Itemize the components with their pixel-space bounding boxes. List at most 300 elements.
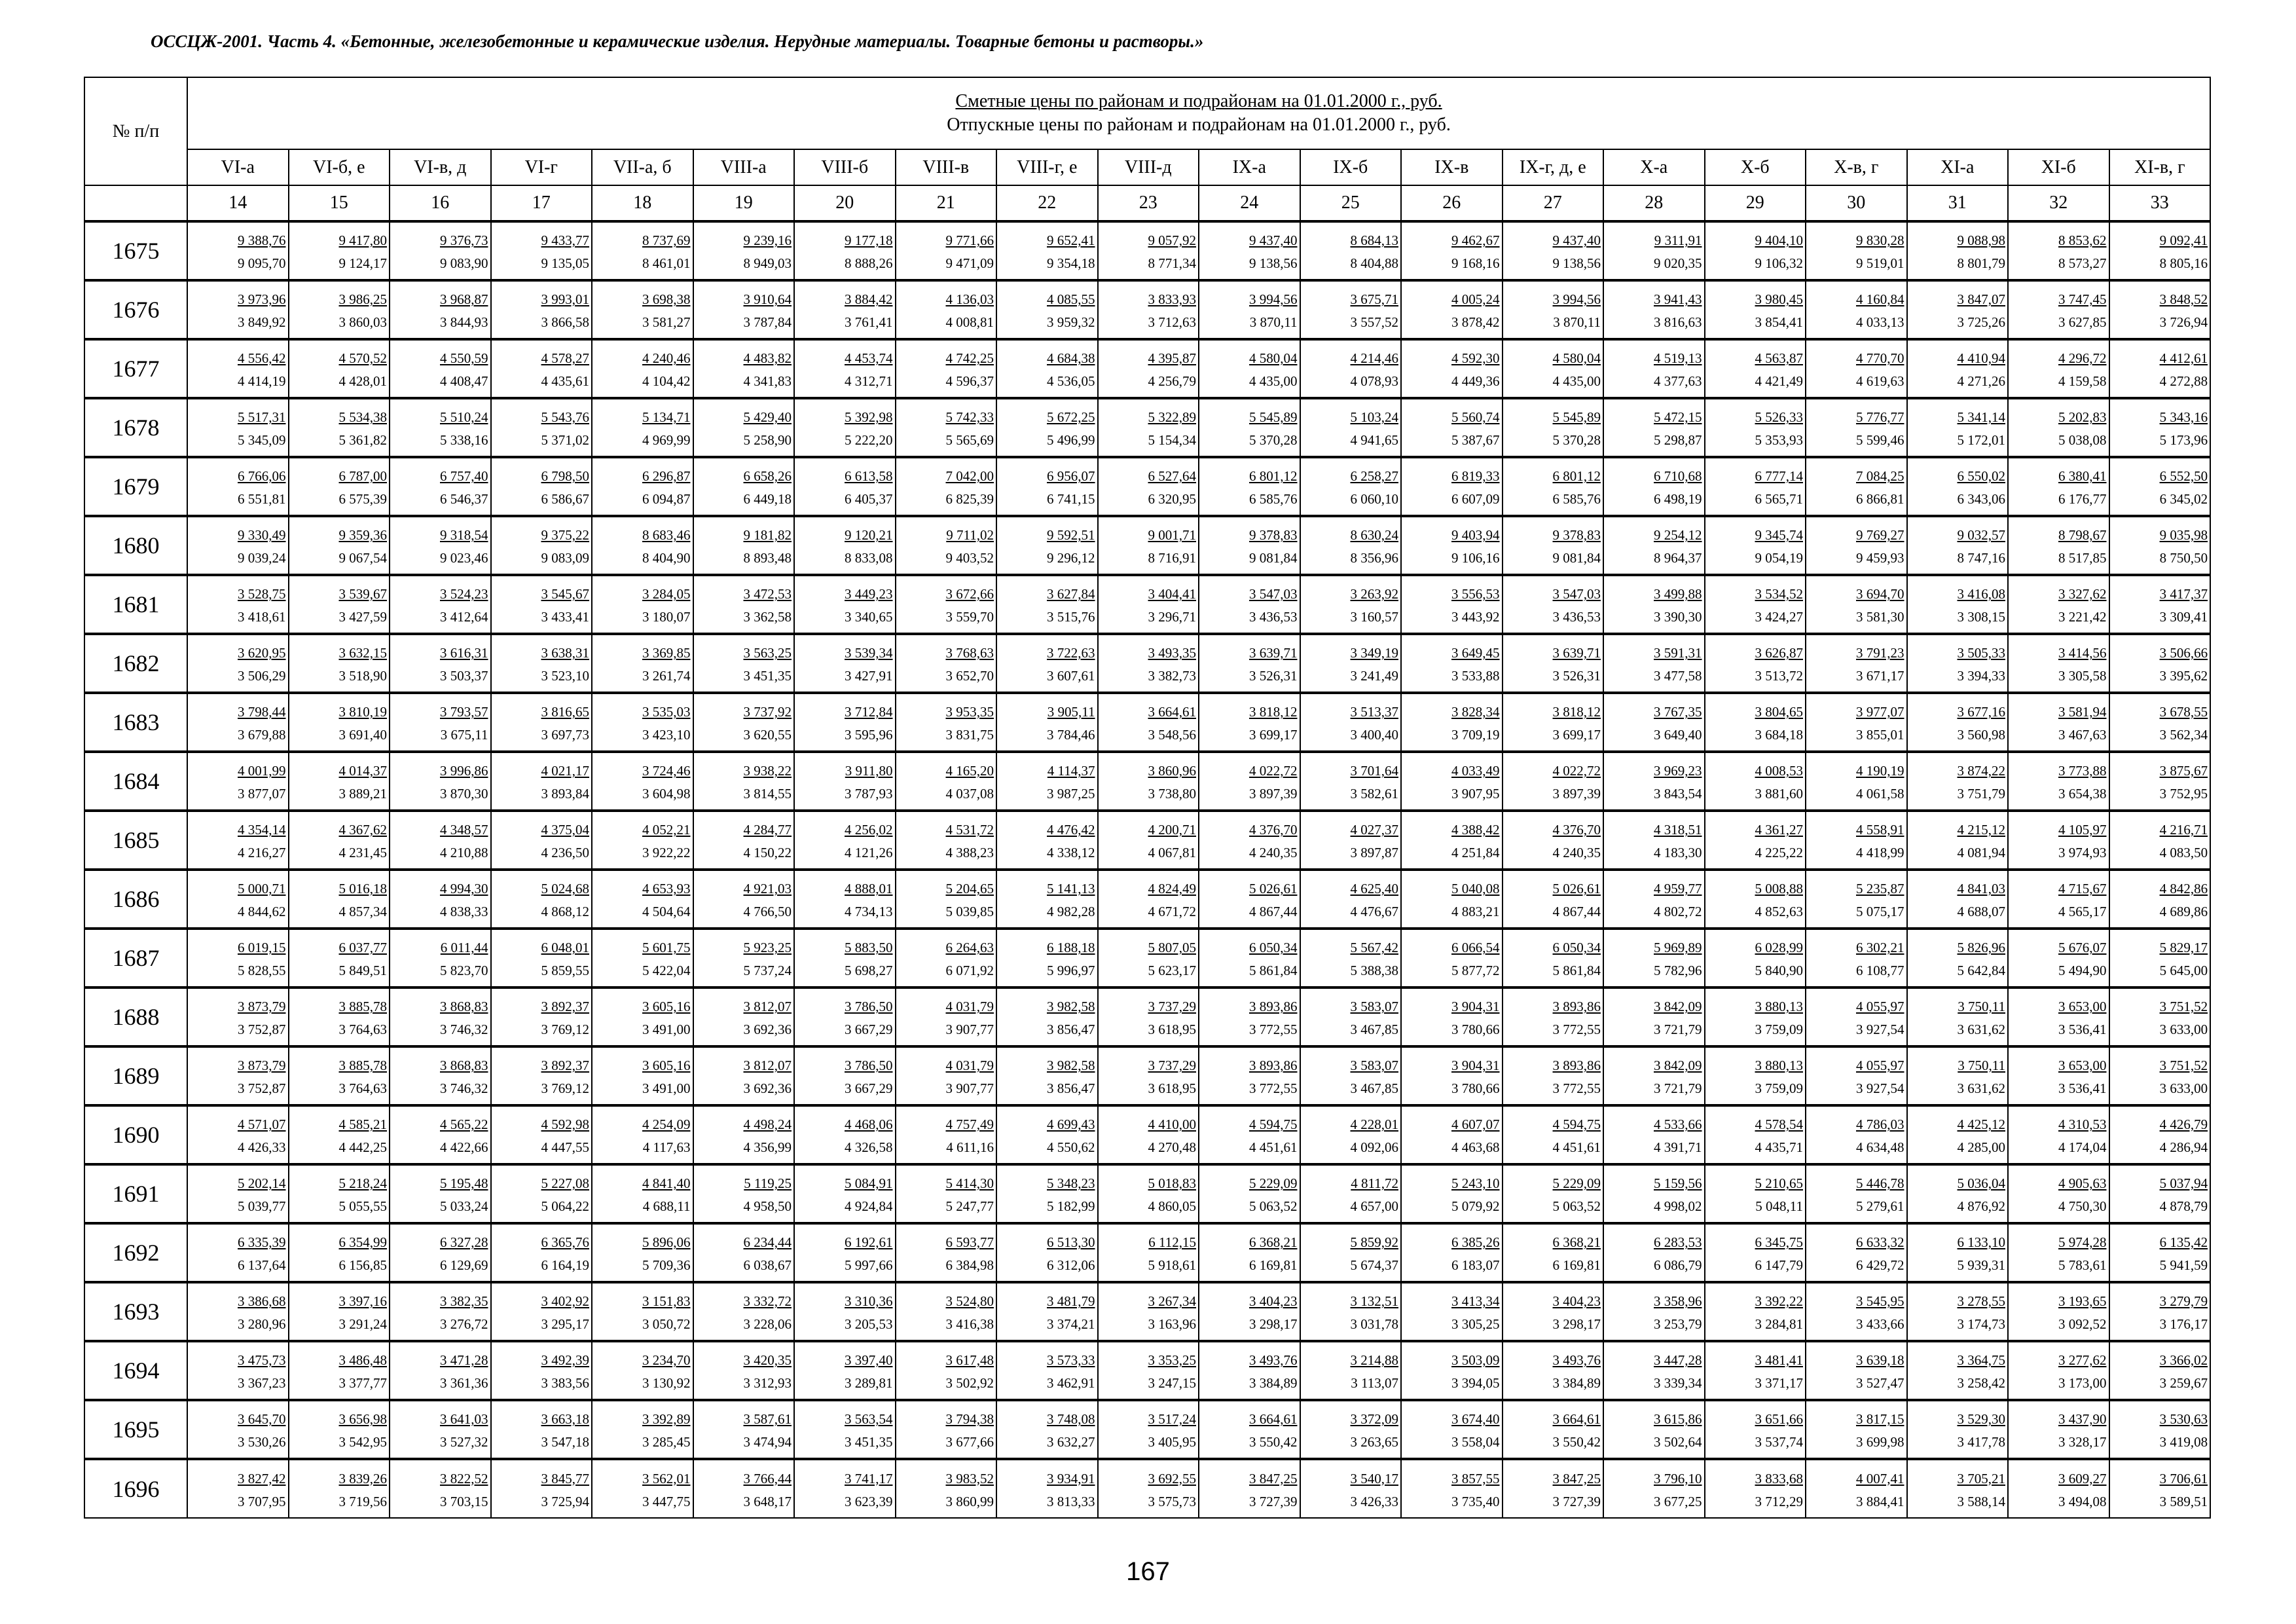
price-cell xyxy=(794,1164,896,1223)
release-price: 3 721,79 xyxy=(1654,1080,1702,1096)
release-price: 8 893,48 xyxy=(743,550,792,566)
price-cell xyxy=(693,634,795,693)
price-cell xyxy=(592,1105,693,1164)
release-price: 9 020,35 xyxy=(1654,255,1702,271)
estimate-price: 6 550,02 xyxy=(1957,468,2005,484)
estimate-price: 3 539,34 xyxy=(845,645,893,661)
price-cell xyxy=(1401,1282,1503,1341)
release-price: 3 897,39 xyxy=(1552,786,1601,802)
district-header: X-б xyxy=(1705,149,1806,185)
price-cell xyxy=(1806,1341,1907,1400)
estimate-price: 6 798,50 xyxy=(541,468,589,484)
release-price: 3 417,78 xyxy=(1957,1434,2005,1450)
release-price: 6 169,81 xyxy=(1249,1257,1298,1273)
district-header: VIII-г, е xyxy=(996,149,1098,185)
price-cell xyxy=(996,1046,1098,1105)
price-cell xyxy=(896,457,997,516)
release-price: 4 210,88 xyxy=(440,845,488,860)
release-price: 3 889,21 xyxy=(338,786,387,802)
release-price: 4 285,00 xyxy=(1957,1139,2005,1155)
release-price: 6 343,06 xyxy=(1957,491,2005,507)
estimate-price: 6 368,21 xyxy=(1552,1234,1601,1250)
estimate-price: 6 327,28 xyxy=(440,1234,488,1250)
estimate-price: 9 311,91 xyxy=(1654,232,1702,248)
price-cell xyxy=(289,339,390,398)
estimate-price: 4 361,27 xyxy=(1755,822,1803,838)
release-price: 3 721,79 xyxy=(1654,1022,1702,1037)
price-cell xyxy=(1705,339,1806,398)
release-price: 9 471,09 xyxy=(945,255,994,271)
price-cell xyxy=(1401,1164,1503,1223)
release-price: 6 071,92 xyxy=(945,963,994,978)
price-cell xyxy=(1907,1046,2009,1105)
estimate-price: 6 787,00 xyxy=(338,468,387,484)
release-price: 5 565,69 xyxy=(945,432,994,448)
row-number: 1677 xyxy=(84,339,187,398)
price-cell xyxy=(1401,1046,1503,1105)
table-row xyxy=(84,516,2210,575)
estimate-price: 5 000,71 xyxy=(238,881,286,896)
estimate-price: 3 632,15 xyxy=(338,645,387,661)
estimate-price: 6 335,39 xyxy=(238,1234,286,1250)
row-number: 1693 xyxy=(84,1282,187,1341)
price-cell xyxy=(187,987,289,1046)
estimate-price: 3 639,71 xyxy=(1552,645,1601,661)
release-price: 3 648,17 xyxy=(743,1493,792,1509)
release-price: 3 518,90 xyxy=(338,668,387,684)
release-price: 3 427,91 xyxy=(845,668,893,684)
price-cell xyxy=(187,1046,289,1105)
price-cell xyxy=(2109,457,2211,516)
estimate-price: 9 592,51 xyxy=(1047,527,1095,543)
price-cell xyxy=(1907,339,2009,398)
table-row xyxy=(84,1105,2210,1164)
price-cell xyxy=(390,221,491,280)
estimate-price: 3 392,22 xyxy=(1755,1293,1803,1309)
release-price: 9 168,16 xyxy=(1451,255,1500,271)
estimate-price: 3 605,16 xyxy=(642,1058,691,1073)
release-price: 3 738,80 xyxy=(1148,786,1196,802)
release-price: 3 677,66 xyxy=(945,1434,994,1450)
release-price: 4 081,94 xyxy=(1957,845,2005,860)
release-price: 4 504,64 xyxy=(642,904,691,919)
estimate-price: 5 202,14 xyxy=(238,1175,286,1191)
estimate-price: 3 818,12 xyxy=(1249,704,1298,720)
estimate-price: 4 215,12 xyxy=(1957,822,2005,838)
price-cell xyxy=(996,1400,1098,1459)
estimate-price: 6 050,34 xyxy=(1552,940,1601,955)
estimate-price: 3 524,80 xyxy=(945,1293,994,1309)
estimate-price: 4 216,71 xyxy=(2159,822,2208,838)
release-price: 3 787,84 xyxy=(743,314,792,330)
price-cell xyxy=(1503,339,1604,398)
price-cell xyxy=(693,457,795,516)
estimate-price: 7 084,25 xyxy=(1856,468,1904,484)
price-cell xyxy=(1199,1282,1300,1341)
estimate-price: 9 378,83 xyxy=(1249,527,1298,543)
estimate-price: 3 674,40 xyxy=(1451,1411,1500,1427)
price-cell xyxy=(592,339,693,398)
price-cell xyxy=(390,811,491,870)
release-price: 5 674,37 xyxy=(1350,1257,1398,1273)
estimate-price: 5 040,08 xyxy=(1451,881,1500,896)
price-cell xyxy=(1806,221,1907,280)
price-cell xyxy=(390,1459,491,1518)
release-price: 4 414,19 xyxy=(238,373,286,389)
price-cell xyxy=(1401,1459,1503,1518)
price-cell xyxy=(1907,870,2009,929)
release-price: 3 477,58 xyxy=(1654,668,1702,684)
estimate-price: 3 677,16 xyxy=(1957,704,2005,720)
estimate-price: 3 973,96 xyxy=(238,291,286,307)
release-price: 3 712,63 xyxy=(1148,314,1196,330)
estimate-price: 6 380,41 xyxy=(2058,468,2107,484)
district-header: VI-б, е xyxy=(289,149,390,185)
price-cell xyxy=(2109,634,2211,693)
release-price: 4 878,79 xyxy=(2159,1198,2208,1214)
estimate-price: 3 994,56 xyxy=(1552,291,1601,307)
price-cell xyxy=(491,457,592,516)
estimate-price: 3 893,86 xyxy=(1249,1058,1298,1073)
release-price: 8 716,91 xyxy=(1148,550,1196,566)
release-price: 3 130,92 xyxy=(642,1375,691,1391)
table-row xyxy=(84,811,2210,870)
price-cell xyxy=(1098,693,1199,752)
estimate-price: 3 675,71 xyxy=(1350,291,1398,307)
table-row xyxy=(84,634,2210,693)
estimate-price: 3 369,85 xyxy=(642,645,691,661)
release-price: 3 709,19 xyxy=(1451,727,1500,743)
price-cell xyxy=(390,1105,491,1164)
price-cell xyxy=(187,929,289,987)
price-cell xyxy=(896,870,997,929)
price-cell xyxy=(289,398,390,457)
estimate-price: 3 873,79 xyxy=(238,999,286,1014)
release-price: 3 560,98 xyxy=(1957,727,2005,743)
table-row xyxy=(84,339,2210,398)
estimate-price: 3 615,86 xyxy=(1654,1411,1702,1427)
estimate-price: 3 214,88 xyxy=(1350,1352,1398,1368)
price-cell xyxy=(1603,280,1705,339)
estimate-price: 3 539,67 xyxy=(338,586,387,602)
price-cell xyxy=(1907,1282,2009,1341)
price-cell xyxy=(1503,575,1604,634)
price-cell xyxy=(1705,870,1806,929)
price-cell xyxy=(996,693,1098,752)
price-cell xyxy=(592,457,693,516)
release-price: 3 394,33 xyxy=(1957,668,2005,684)
release-price: 3 339,34 xyxy=(1654,1375,1702,1391)
price-cell xyxy=(1705,1282,1806,1341)
price-cell xyxy=(289,1341,390,1400)
price-cell xyxy=(2109,987,2211,1046)
price-cell xyxy=(1806,398,1907,457)
price-cell xyxy=(1098,1459,1199,1518)
release-price: 4 982,28 xyxy=(1047,904,1095,919)
release-price: 4 067,81 xyxy=(1148,845,1196,860)
price-cell xyxy=(1401,634,1503,693)
release-price: 6 565,71 xyxy=(1755,491,1803,507)
price-cell xyxy=(1907,634,2009,693)
release-price: 6 585,76 xyxy=(1249,491,1298,507)
estimate-price: 3 587,61 xyxy=(743,1411,792,1427)
price-cell xyxy=(2008,339,2109,398)
estimate-price: 5 969,89 xyxy=(1654,940,1702,955)
price-cell xyxy=(1401,280,1503,339)
price-cell xyxy=(1705,516,1806,575)
estimate-price: 3 751,52 xyxy=(2159,999,2208,1014)
price-cell xyxy=(896,575,997,634)
column-number: 27 xyxy=(1503,185,1604,221)
estimate-price: 5 243,10 xyxy=(1451,1175,1500,1191)
price-cell xyxy=(1199,1164,1300,1223)
estimate-price: 4 008,53 xyxy=(1755,763,1803,779)
price-cell xyxy=(289,634,390,693)
estimate-price: 3 404,23 xyxy=(1249,1293,1298,1309)
price-cell xyxy=(592,1223,693,1282)
release-price: 4 451,61 xyxy=(1552,1139,1601,1155)
release-price: 3 328,17 xyxy=(2058,1434,2107,1450)
price-cell xyxy=(1806,752,1907,811)
price-cell xyxy=(1503,280,1604,339)
release-price: 6 156,85 xyxy=(338,1257,387,1273)
price-cell xyxy=(896,1164,997,1223)
price-cell xyxy=(1603,221,1705,280)
estimate-price: 3 284,05 xyxy=(642,586,691,602)
estimate-price: 5 037,94 xyxy=(2159,1175,2208,1191)
estimate-price: 5 896,06 xyxy=(642,1234,691,1250)
price-cell xyxy=(1705,575,1806,634)
estimate-price: 3 627,84 xyxy=(1047,586,1095,602)
estimate-price: 4 453,74 xyxy=(845,350,893,366)
price-cell xyxy=(390,1400,491,1459)
row-number: 1675 xyxy=(84,221,187,280)
estimate-price: 4 055,97 xyxy=(1856,1058,1904,1073)
price-cell xyxy=(794,280,896,339)
release-price: 3 394,05 xyxy=(1451,1375,1500,1391)
estimate-price: 4 228,01 xyxy=(1350,1116,1398,1132)
estimate-price: 9 769,27 xyxy=(1856,527,1904,543)
price-cell xyxy=(1199,870,1300,929)
estimate-price: 3 977,07 xyxy=(1856,704,1904,720)
estimate-price: 3 839,26 xyxy=(338,1470,387,1486)
estimate-price: 4 498,24 xyxy=(743,1116,792,1132)
release-price: 4 225,22 xyxy=(1755,845,1803,860)
release-price: 3 418,61 xyxy=(238,609,286,625)
release-price: 4 536,05 xyxy=(1047,373,1095,389)
estimate-price: 3 701,64 xyxy=(1350,763,1398,779)
estimate-price: 3 513,37 xyxy=(1350,704,1398,720)
price-cell xyxy=(2109,221,2211,280)
release-price: 6 086,79 xyxy=(1654,1257,1702,1273)
release-price: 3 298,17 xyxy=(1552,1316,1601,1332)
price-cell xyxy=(1705,634,1806,693)
price-cell xyxy=(1907,811,2009,870)
release-price: 4 428,01 xyxy=(338,373,387,389)
row-number: 1687 xyxy=(84,929,187,987)
price-cell xyxy=(1603,1046,1705,1105)
release-price: 5 033,24 xyxy=(440,1198,488,1214)
price-cell xyxy=(1300,280,1402,339)
release-price: 3 843,54 xyxy=(1654,786,1702,802)
release-price: 3 474,94 xyxy=(743,1434,792,1450)
estimate-price: 3 885,78 xyxy=(338,1058,387,1073)
estimate-price: 3 556,53 xyxy=(1451,586,1500,602)
price-cell xyxy=(1098,398,1199,457)
release-price: 3 922,22 xyxy=(642,845,691,860)
price-cell xyxy=(693,575,795,634)
release-price: 5 048,11 xyxy=(1755,1198,1803,1214)
estimate-price: 3 705,21 xyxy=(1957,1470,2005,1486)
price-cell xyxy=(2109,929,2211,987)
estimate-price: 3 524,23 xyxy=(440,586,488,602)
price-cell xyxy=(491,516,592,575)
estimate-price: 5 229,09 xyxy=(1249,1175,1298,1191)
price-cell xyxy=(491,634,592,693)
release-price: 5 370,28 xyxy=(1249,432,1298,448)
estimate-price: 3 327,62 xyxy=(2058,586,2107,602)
estimate-price: 3 874,22 xyxy=(1957,763,2005,779)
release-price: 9 106,32 xyxy=(1755,255,1803,271)
release-price: 3 467,85 xyxy=(1350,1080,1398,1096)
estimate-price: 3 875,67 xyxy=(2159,763,2208,779)
estimate-price: 4 476,42 xyxy=(1047,822,1095,838)
estimate-price: 3 804,65 xyxy=(1755,704,1803,720)
estimate-price: 3 905,11 xyxy=(1047,704,1095,720)
price-cell xyxy=(187,516,289,575)
price-cell xyxy=(1098,1105,1199,1164)
release-price: 3 854,41 xyxy=(1755,314,1803,330)
release-price: 5 338,16 xyxy=(440,432,488,448)
estimate-price: 5 341,14 xyxy=(1957,409,2005,425)
price-cell xyxy=(794,752,896,811)
release-price: 3 312,93 xyxy=(743,1375,792,1391)
estimate-price: 6 037,77 xyxy=(338,940,387,955)
price-cell xyxy=(289,575,390,634)
release-price: 3 526,31 xyxy=(1249,668,1298,684)
column-number: 30 xyxy=(1806,185,1907,221)
price-cell xyxy=(1098,752,1199,811)
estimate-price: 3 349,19 xyxy=(1350,645,1398,661)
table-row xyxy=(84,398,2210,457)
price-cell xyxy=(1503,516,1604,575)
release-price: 3 679,88 xyxy=(238,727,286,743)
price-cell xyxy=(1603,398,1705,457)
price-cell xyxy=(693,1164,795,1223)
release-price: 4 377,63 xyxy=(1654,373,1702,389)
estimate-price: 3 694,70 xyxy=(1856,586,1904,602)
price-cell xyxy=(1806,811,1907,870)
row-number: 1688 xyxy=(84,987,187,1046)
price-cell xyxy=(1705,457,1806,516)
price-cell xyxy=(1199,634,1300,693)
price-cell xyxy=(1907,516,2009,575)
release-price: 4 969,99 xyxy=(642,432,691,448)
estimate-price: 4 190,19 xyxy=(1856,763,1904,779)
estimate-price: 3 437,90 xyxy=(2058,1411,2107,1427)
release-price: 4 883,21 xyxy=(1451,904,1500,919)
row-number: 1676 xyxy=(84,280,187,339)
price-cell xyxy=(1503,870,1604,929)
price-cell xyxy=(289,811,390,870)
estimate-price: 4 412,61 xyxy=(2159,350,2208,366)
release-price: 3 707,95 xyxy=(238,1493,286,1509)
release-price: 3 649,40 xyxy=(1654,727,1702,743)
estimate-price: 4 214,46 xyxy=(1350,350,1398,366)
estimate-price: 4 052,21 xyxy=(642,822,691,838)
column-number: 22 xyxy=(996,185,1098,221)
release-price: 3 258,42 xyxy=(1957,1375,2005,1391)
release-price: 8 573,27 xyxy=(2058,255,2107,271)
estimate-price: 5 134,71 xyxy=(642,409,691,425)
price-cell xyxy=(289,1400,390,1459)
estimate-price: 9 318,54 xyxy=(440,527,488,543)
price-cell xyxy=(2109,1105,2211,1164)
estimate-price: 9 001,71 xyxy=(1148,527,1196,543)
estimate-price: 4 558,91 xyxy=(1856,822,1904,838)
price-cell xyxy=(2109,752,2211,811)
estimate-price: 3 392,89 xyxy=(642,1411,691,1427)
price-cell xyxy=(1300,634,1402,693)
estimate-price: 3 833,93 xyxy=(1148,291,1196,307)
estimate-price: 4 607,07 xyxy=(1451,1116,1500,1132)
release-price: 6 866,81 xyxy=(1856,491,1904,507)
estimate-price: 3 402,92 xyxy=(541,1293,589,1309)
estimate-price: 6 710,68 xyxy=(1654,468,1702,484)
price-cell xyxy=(1806,1459,1907,1518)
price-cell xyxy=(794,811,896,870)
estimate-price: 3 892,37 xyxy=(541,999,589,1014)
release-price: 3 831,75 xyxy=(945,727,994,743)
release-price: 6 183,07 xyxy=(1451,1257,1500,1273)
estimate-price: 9 375,22 xyxy=(541,527,589,543)
price-cell xyxy=(1705,693,1806,752)
price-cell xyxy=(1098,929,1199,987)
price-cell xyxy=(187,1223,289,1282)
column-number: 16 xyxy=(390,185,491,221)
price-cell xyxy=(896,1282,997,1341)
price-cell xyxy=(1401,1341,1503,1400)
estimate-price: 5 510,24 xyxy=(440,409,488,425)
release-price: 9 296,12 xyxy=(1047,550,1095,566)
price-cell xyxy=(1098,1341,1199,1400)
release-price: 3 772,55 xyxy=(1552,1022,1601,1037)
release-price: 4 619,63 xyxy=(1856,373,1904,389)
estimate-price: 3 968,87 xyxy=(440,291,488,307)
price-cell xyxy=(2109,1341,2211,1400)
estimate-price: 3 993,01 xyxy=(541,291,589,307)
release-price: 3 699,17 xyxy=(1552,727,1601,743)
estimate-price: 4 786,03 xyxy=(1856,1116,1904,1132)
estimate-price: 3 910,64 xyxy=(743,291,792,307)
estimate-price: 8 630,24 xyxy=(1350,527,1398,543)
price-cell xyxy=(1401,929,1503,987)
estimate-price: 5 601,75 xyxy=(642,940,691,955)
estimate-price: 3 741,17 xyxy=(845,1470,893,1486)
estimate-price: 5 742,33 xyxy=(945,409,994,425)
estimate-price: 4 959,77 xyxy=(1654,881,1702,896)
release-price: 9 067,54 xyxy=(338,550,387,566)
release-price: 6 575,39 xyxy=(338,491,387,507)
price-cell xyxy=(1401,693,1503,752)
price-cell xyxy=(289,1459,390,1518)
estimate-price: 3 868,83 xyxy=(440,1058,488,1073)
price-cell xyxy=(1705,1223,1806,1282)
release-price: 4 272,88 xyxy=(2159,373,2208,389)
estimate-price: 5 036,04 xyxy=(1957,1175,2005,1191)
price-cell xyxy=(693,1459,795,1518)
table-row xyxy=(84,870,2210,929)
